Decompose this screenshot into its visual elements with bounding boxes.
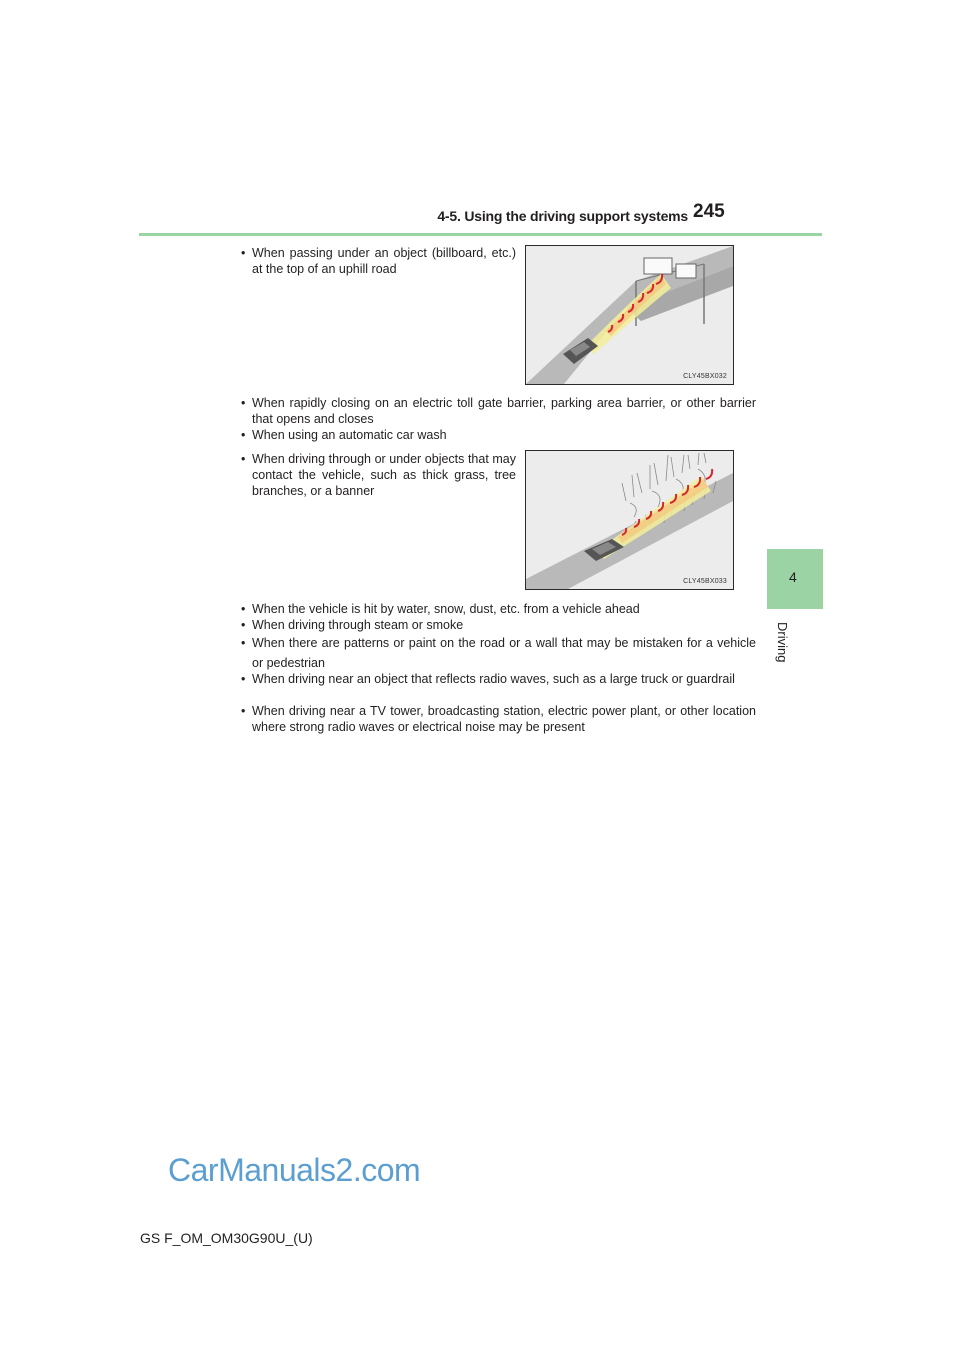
list-item: • When driving near an object that reflects radio waves, such as a large truck or guardrail	[241, 671, 756, 687]
list-item: • When the vehicle is hit by water, snow, dust, etc. from a vehicle ahead	[241, 601, 756, 617]
list-item: • When rapidly closing on an electric toll gate barrier, parking area barrier, or other barrier that opens and closes	[241, 395, 756, 427]
list-item: • When there are patterns or paint on the road or a wall that may be mistaken for a vehicle or pedestrian	[241, 633, 756, 673]
figure-code: CLY45BX032	[683, 373, 727, 380]
figure-code: CLY45BX033	[683, 578, 727, 585]
list-item: • When using an automatic car wash	[241, 427, 756, 443]
billboard-uphill-figure	[525, 245, 734, 385]
grass-branches-illustration	[526, 451, 733, 589]
billboard-uphill-illustration	[526, 246, 733, 384]
section-title: 4-5. Using the driving support systems	[437, 208, 688, 224]
list-item: • When driving through or under objects that may contact the vehicle, such as thick grass, tree branches, or a banner	[241, 451, 516, 499]
document-code: GS F_OM_OM30G90U_(U)	[140, 1230, 313, 1246]
chapter-label	[776, 620, 796, 672]
list-item: • When driving through steam or smoke	[241, 617, 756, 633]
page-number: 245	[693, 201, 725, 222]
list-item: • When driving near a TV tower, broadcasting station, electric power plant, or other location where strong radio waves or electrical noise may be present	[241, 703, 756, 735]
list-item: • When passing under an object (billboard, etc.) at the top of an uphill road	[241, 245, 516, 277]
grass-branches-figure	[525, 450, 734, 590]
chapter-number: 4	[789, 569, 797, 585]
chapter-label-text: Driving	[775, 622, 790, 663]
watermark: CarManuals2.com	[168, 1152, 421, 1188]
header-rule	[139, 233, 822, 236]
